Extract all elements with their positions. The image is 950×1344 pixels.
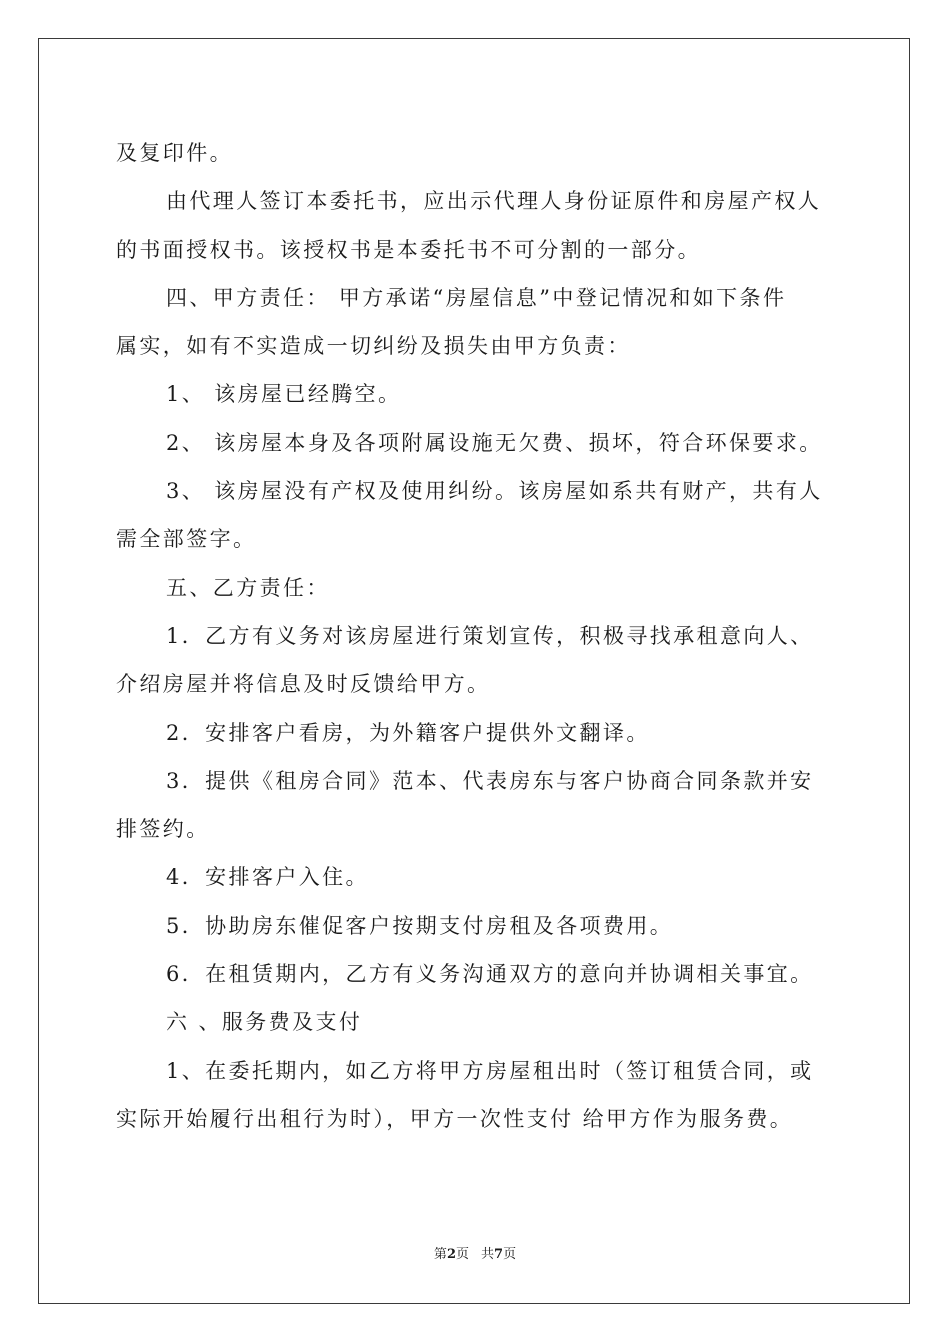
list-item: 5．协助房东催促客户按期支付房租及各项费用。 [166, 913, 674, 938]
section-heading-4: 四、甲方责任： 甲方承诺“房屋信息”中登记情况和如下条件 [166, 285, 787, 310]
list-item: 1、在委托期内，如乙方将甲方房屋租出时（签订租赁合同，或 [166, 1058, 814, 1083]
body-line: 由代理人签订本委托书，应出示代理人身份证原件和房屋产权人 [166, 189, 822, 214]
page-number: 2 [446, 1247, 456, 1262]
document-body [116, 129, 836, 1143]
list-item: 1、 该房屋已经腾空。 [166, 382, 402, 407]
body-line: 属实，如有不实造成一切纠纷及损失由甲方负责： [116, 334, 631, 359]
total-prefix: 共 [481, 1247, 495, 1262]
list-item: 3、 该房屋没有产权及使用纠纷。该房屋如系共有财产，共有人 [166, 479, 823, 504]
page-footer [0, 1247, 950, 1263]
list-item: 4．安排客户入住。 [166, 865, 369, 890]
body-line: 及复印件。 [116, 141, 233, 165]
list-item: 2．安排客户看房，为外籍客户提供外文翻译。 [166, 720, 650, 745]
total-pages: 7 [494, 1247, 504, 1262]
body-line: 的书面授权书。该授权书是本委托书不可分割的一部分。 [116, 237, 701, 262]
total-suffix: 页 [503, 1247, 517, 1262]
body-line: 介绍房屋并将信息及时反馈给甲方。 [116, 672, 491, 697]
list-item: 2、 该房屋本身及各项附属设施无欠费、损坏，符合环保要求。 [166, 430, 823, 455]
body-line: 需全部签字。 [116, 527, 257, 552]
body-line: 实际开始履行出租行为时），甲方一次性支付 给甲方作为服务费。 [116, 1106, 794, 1131]
section-heading-6: 六 、服务费及支付 [166, 1010, 363, 1035]
section-heading-5: 五、乙方责任： [166, 575, 330, 600]
body-line: 排签约。 [116, 817, 210, 842]
list-item: 3．提供《租房合同》范本、代表房东与客户协商合同条款并安 [166, 768, 814, 793]
page-prefix: 第 [433, 1247, 447, 1262]
page-suffix: 页 [455, 1247, 469, 1262]
list-item: 6．在租赁期内，乙方有义务沟通双方的意向并协调相关事宜。 [166, 962, 814, 987]
list-item: 1．乙方有义务对该房屋进行策划宣传，积极寻找承租意向人、 [166, 623, 814, 648]
